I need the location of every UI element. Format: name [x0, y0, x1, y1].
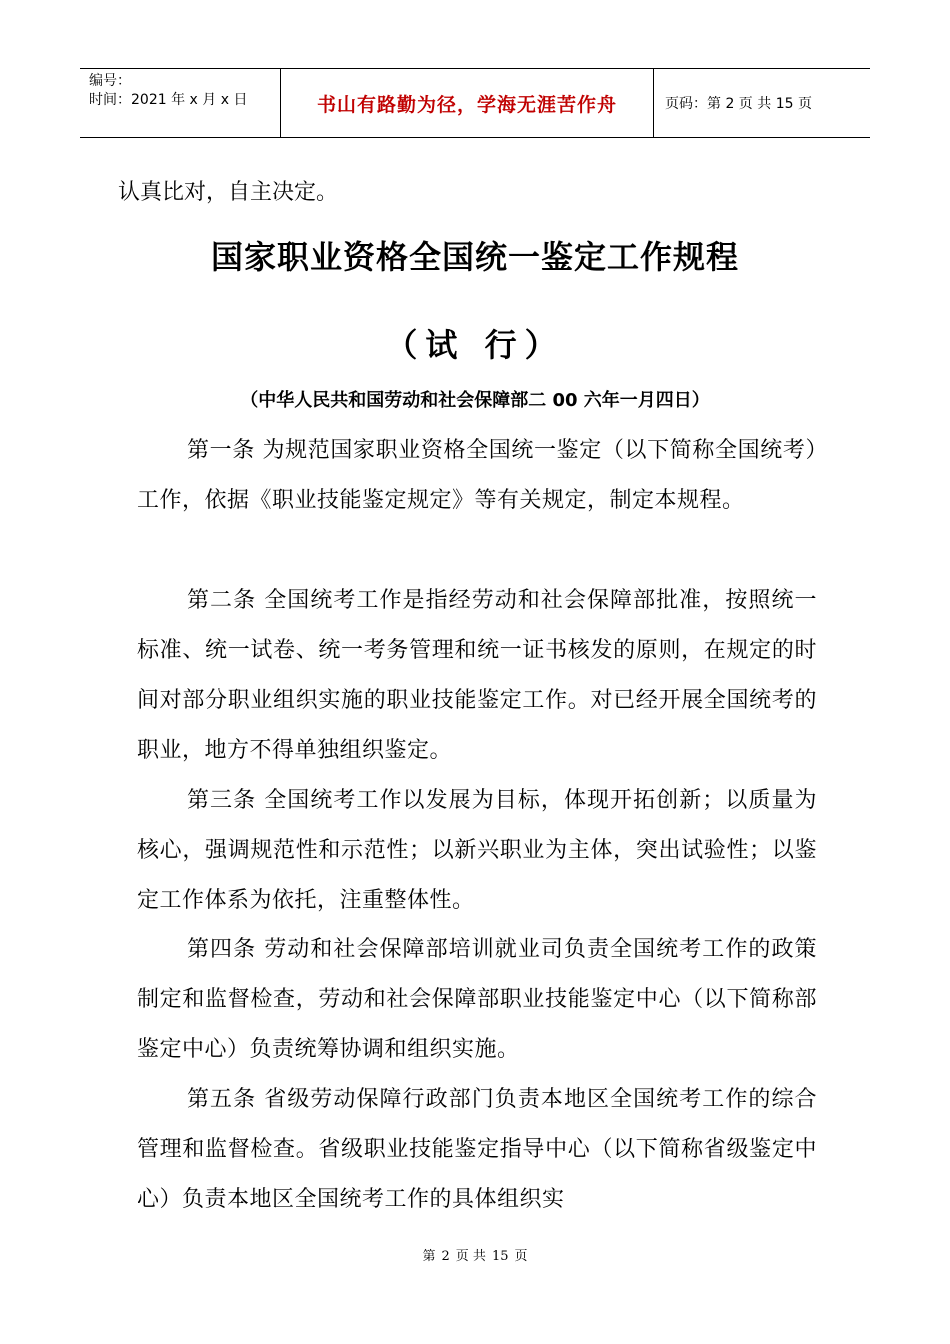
article-5: 第五条 省级劳动保障行政部门负责本地区全国统考工作的综合管理和监督检查。省级职业技能鉴定指导中心（以下简称省级鉴定中心）负责本地区全国统考工作的具体组织实: [137, 1087, 817, 1212]
article-1: 第一条 为规范国家职业资格全国统一鉴定（以下简称全国统考）工作，依据《职业技能鉴定规定》等有关规定，制定本规程。: [137, 438, 817, 513]
serial-label: 编号：: [89, 73, 131, 89]
footer-prefix: 第: [422, 1249, 436, 1264]
article-2: 第二条 全国统考工作是指经劳动和社会保障部批准，按照统一标准、统一试卷、统一考务管理和统一证书核发的原则，在规定的时间对部分职业组织实施的职业技能鉴定工作。对已经开展全国统考的职业，地方不得单独组织鉴定。: [137, 588, 817, 763]
footer-mid: 页 共: [455, 1249, 486, 1264]
header-page-info: 页码：第 2 页 共 15 页: [665, 96, 812, 112]
header-meta: [80, 69, 281, 137]
footer-total-pages: 15: [491, 1249, 509, 1264]
page-header: [80, 68, 870, 138]
footer-suffix: 页: [514, 1249, 528, 1264]
header-motto: 书山有路勤为径，学海无涯苦作舟: [281, 69, 654, 137]
page-footer: [0, 1245, 950, 1264]
footer-page-number: 2: [441, 1249, 450, 1264]
document-title: 国家职业资格全国统一鉴定工作规程: [210, 238, 739, 276]
continuation-text: 认真比对，自主决定。: [118, 180, 339, 205]
time-label: 时间：2021 年 x 月 x 日: [89, 92, 248, 108]
article-3: 第三条 全国统考工作以发展为目标，体现开拓创新；以质量为核心，强调规范性和示范性；以新兴职业为主体，突出试验性；以鉴定工作体系为依托，注重整体性。: [137, 788, 817, 913]
document-subtitle: （试 行）: [385, 326, 565, 364]
article-4: 第四条 劳动和社会保障部培训就业司负责全国统考工作的政策制定和监督检查，劳动和社会保障部职业技能鉴定中心（以下简称部鉴定中心）负责统筹协调和组织实施。: [137, 937, 817, 1062]
issuer-date: （中华人民共和国劳动和社会保障部二 00 六年一月四日）: [240, 390, 710, 411]
